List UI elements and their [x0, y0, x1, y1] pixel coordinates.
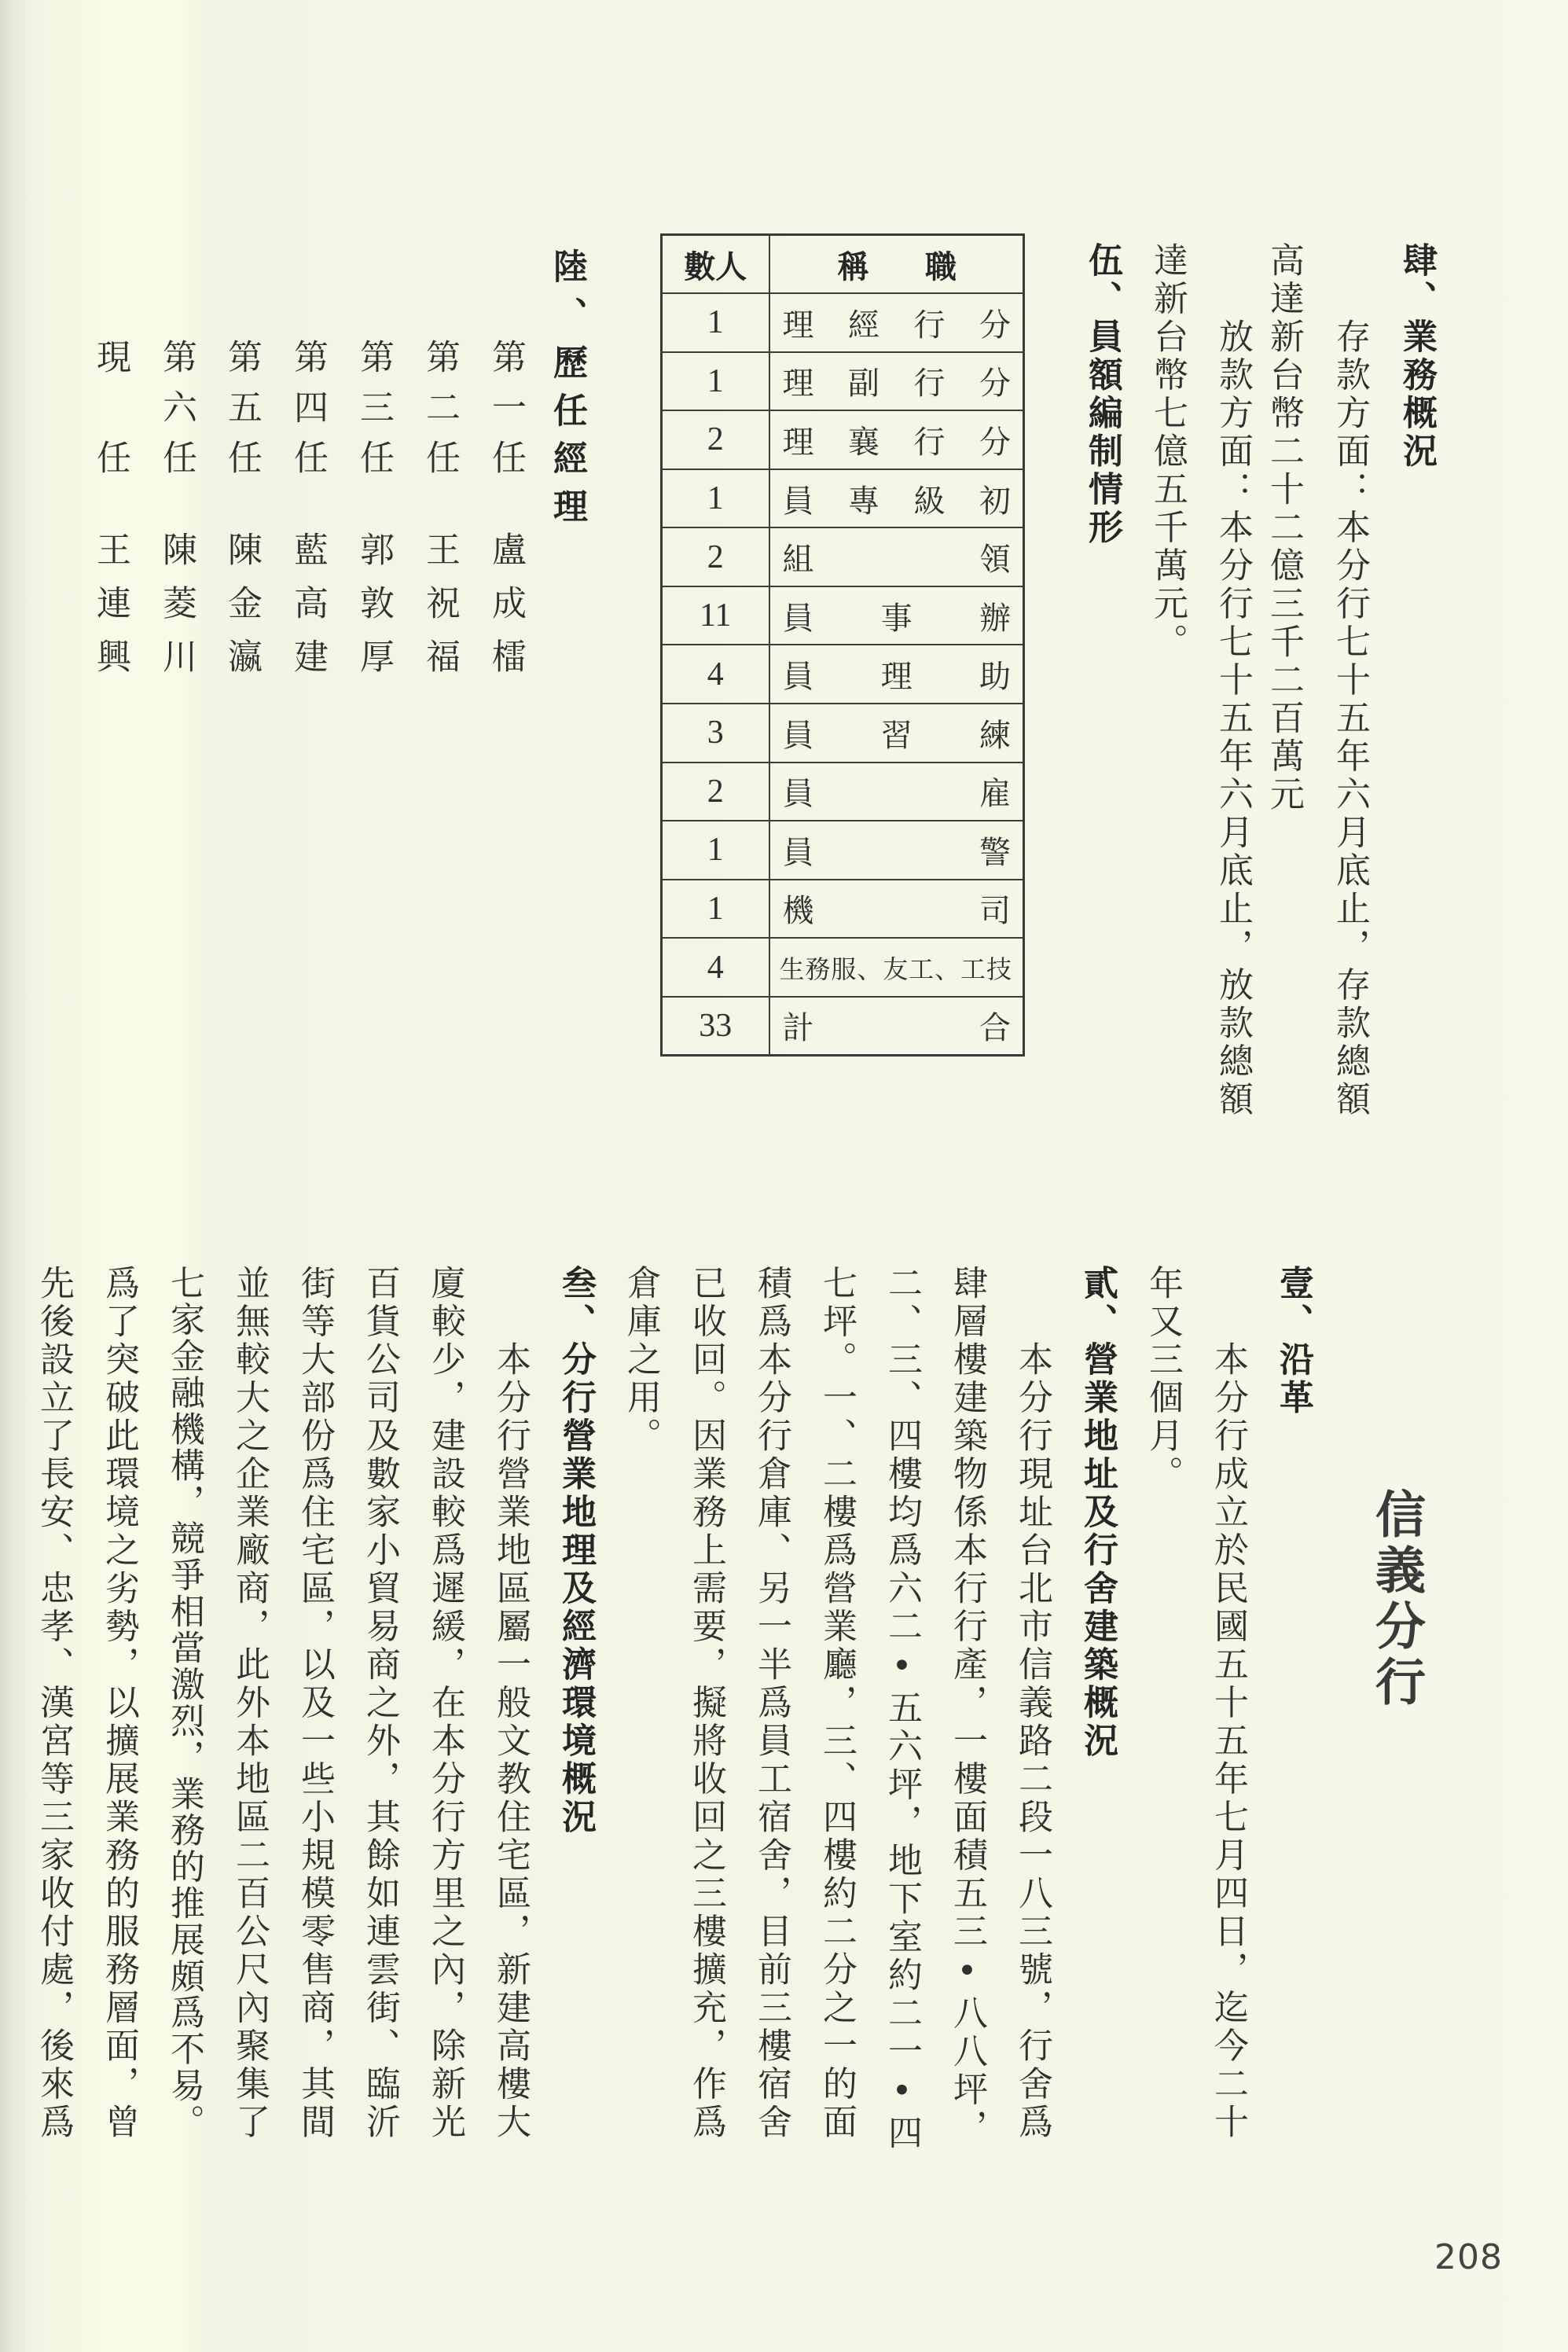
table-cell-count: 1: [662, 352, 769, 411]
manager-name: 郭敦厚: [354, 531, 394, 692]
table-cell-title: 員雇: [769, 763, 1024, 821]
paragraph-line: 七家金融機構，競爭相當激烈，業務的推展頗爲不易。: [164, 1265, 204, 2141]
table-row: [662, 293, 1024, 352]
section-heading-business: 肆、業務概況: [1397, 242, 1437, 471]
paragraph-line: 存款方面：本分行七十五年六月底止，存款總額: [1330, 318, 1370, 1119]
table-row: [662, 880, 1024, 939]
paragraph-line: 爲了突破此環境之劣勢，以擴展業務的服務層面，曾: [99, 1265, 139, 2142]
paragraph-line: 達新台幣七億五千萬元。: [1148, 242, 1188, 662]
manager-term: 第六任: [156, 339, 196, 490]
manager-term: 現任: [90, 339, 130, 540]
paragraph-line: 七坪。一、二樓爲營業廳，三、四樓約二分之一的面: [817, 1265, 857, 2142]
section-heading-history: 壹、沿革: [1273, 1265, 1313, 1417]
table-cell-title: 員理助: [769, 645, 1024, 704]
table-row: [662, 645, 1024, 704]
manager-term: 第三任: [354, 339, 394, 490]
manager-name: 王祝福: [420, 531, 460, 692]
staff-table: [660, 233, 1025, 1057]
table-cell-title: 理副行分: [769, 352, 1024, 411]
table-cell-count: 2: [662, 410, 769, 469]
manager-term: 第五任: [222, 339, 262, 490]
paragraph-line: 年又三個月。: [1143, 1265, 1183, 1494]
manager-name: 盧成檑: [486, 531, 526, 692]
table-cell-title: 員專級初: [769, 469, 1024, 528]
section-heading-staffing: 伍、員額編制情形: [1082, 242, 1122, 547]
manager-name: 陳菱川: [156, 531, 196, 692]
manager-term: 第一任: [486, 339, 526, 490]
paragraph-line: 放款方面：本分行七十五年六月底止，放款總額: [1213, 318, 1253, 1119]
table-row: [662, 586, 1024, 645]
table-header-title: 稱職: [769, 235, 1024, 294]
paragraph-line: 高達新台幣二十二億三千二百萬元: [1264, 242, 1304, 814]
table-row: [662, 352, 1024, 411]
section-heading-environment: 叁、分行營業地理及經濟環境概況: [556, 1265, 596, 1837]
paragraph-line: 倉庫之用。: [621, 1265, 661, 1456]
page-number: 208: [1434, 2237, 1503, 2277]
table-cell-count: 33: [662, 997, 769, 1056]
table-cell-count: 11: [662, 586, 769, 645]
paragraph-line: 街等大部份爲住宅區，以及一些小規模零售商，其間: [295, 1265, 335, 2142]
table-cell-count: 1: [662, 821, 769, 880]
table-row: [662, 938, 1024, 997]
paragraph-line: 積爲本分行倉庫、另一半爲員工宿舍，目前三樓宿舍: [751, 1265, 791, 2142]
table-total-row: [662, 997, 1024, 1056]
paragraph-line: 已收回。因業務上需要，擬將收回之三樓擴充，作爲: [686, 1265, 726, 2142]
page-title: 信義分行: [1367, 1488, 1425, 1711]
table-cell-count: 4: [662, 938, 769, 997]
table-cell-count: 1: [662, 469, 769, 528]
table-cell-title: 組領: [769, 527, 1024, 586]
table-cell-count: 2: [662, 527, 769, 586]
table-header-count: 數人: [662, 235, 769, 294]
table-cell-title: 計合: [769, 997, 1024, 1056]
paragraph-line: 本分行現址台北市信義路二段一八三號，行舍爲: [1012, 1341, 1052, 2142]
table-cell-count: 1: [662, 880, 769, 939]
table-row: [662, 410, 1024, 469]
table-cell-title: 員事辦: [769, 586, 1024, 645]
manager-name: 王連興: [90, 531, 130, 692]
table-row: [662, 763, 1024, 821]
paragraph-line: 本分行營業地區屬一般文教住宅區，新建高樓大: [490, 1341, 531, 2142]
paragraph-line: 並無較大之企業廠商，此外本地區二百公尺內聚集了: [230, 1265, 270, 2142]
table-row: [662, 469, 1024, 528]
table-header-row: [662, 235, 1024, 294]
table-cell-count: 4: [662, 645, 769, 704]
manager-term: 第四任: [288, 339, 328, 490]
section-heading-address: 貳、營業地址及行舍建築概況: [1078, 1265, 1118, 1761]
paragraph-line: 二、三、四樓均爲六二•五六坪，地下室約二一•四: [882, 1265, 922, 2153]
table-row: [662, 527, 1024, 586]
table-cell-title: 機司: [769, 880, 1024, 939]
paragraph-line: 肆層樓建築物係本行行產，一樓面積五三•八八坪，: [947, 1265, 987, 2148]
manager-name: 陳金瀛: [222, 531, 262, 692]
table-cell-title: 理經行分: [769, 293, 1024, 352]
table-cell-count: 1: [662, 293, 769, 352]
paragraph-line: 本分行成立於民國五十五年七月四日，迄今二十: [1208, 1341, 1248, 2142]
manager-name: 藍高建: [288, 531, 328, 692]
table-cell-count: 3: [662, 704, 769, 763]
paragraph-line: 百貨公司及數家小貿易商之外，其餘如連雲街、臨沂: [360, 1265, 400, 2142]
table-row: [662, 821, 1024, 880]
paragraph-line: 廈較少，建設較爲遲緩，在本分行方里之內，除新光: [425, 1265, 465, 2142]
table-cell-title: 員習練: [769, 704, 1024, 763]
paragraph-line: 先後設立了長安、忠孝、漢宮等三家收付處，後來爲: [34, 1265, 74, 2142]
table-cell-title: 員警: [769, 821, 1024, 880]
table-cell-count: 2: [662, 763, 769, 821]
section-heading-managers: 陸、歷任經理: [547, 248, 587, 536]
manager-term: 第二任: [420, 339, 460, 490]
table-cell-title: 理襄行分: [769, 410, 1024, 469]
table-cell-title: 生務服、友工、工技: [769, 938, 1024, 997]
table-row: [662, 704, 1024, 763]
